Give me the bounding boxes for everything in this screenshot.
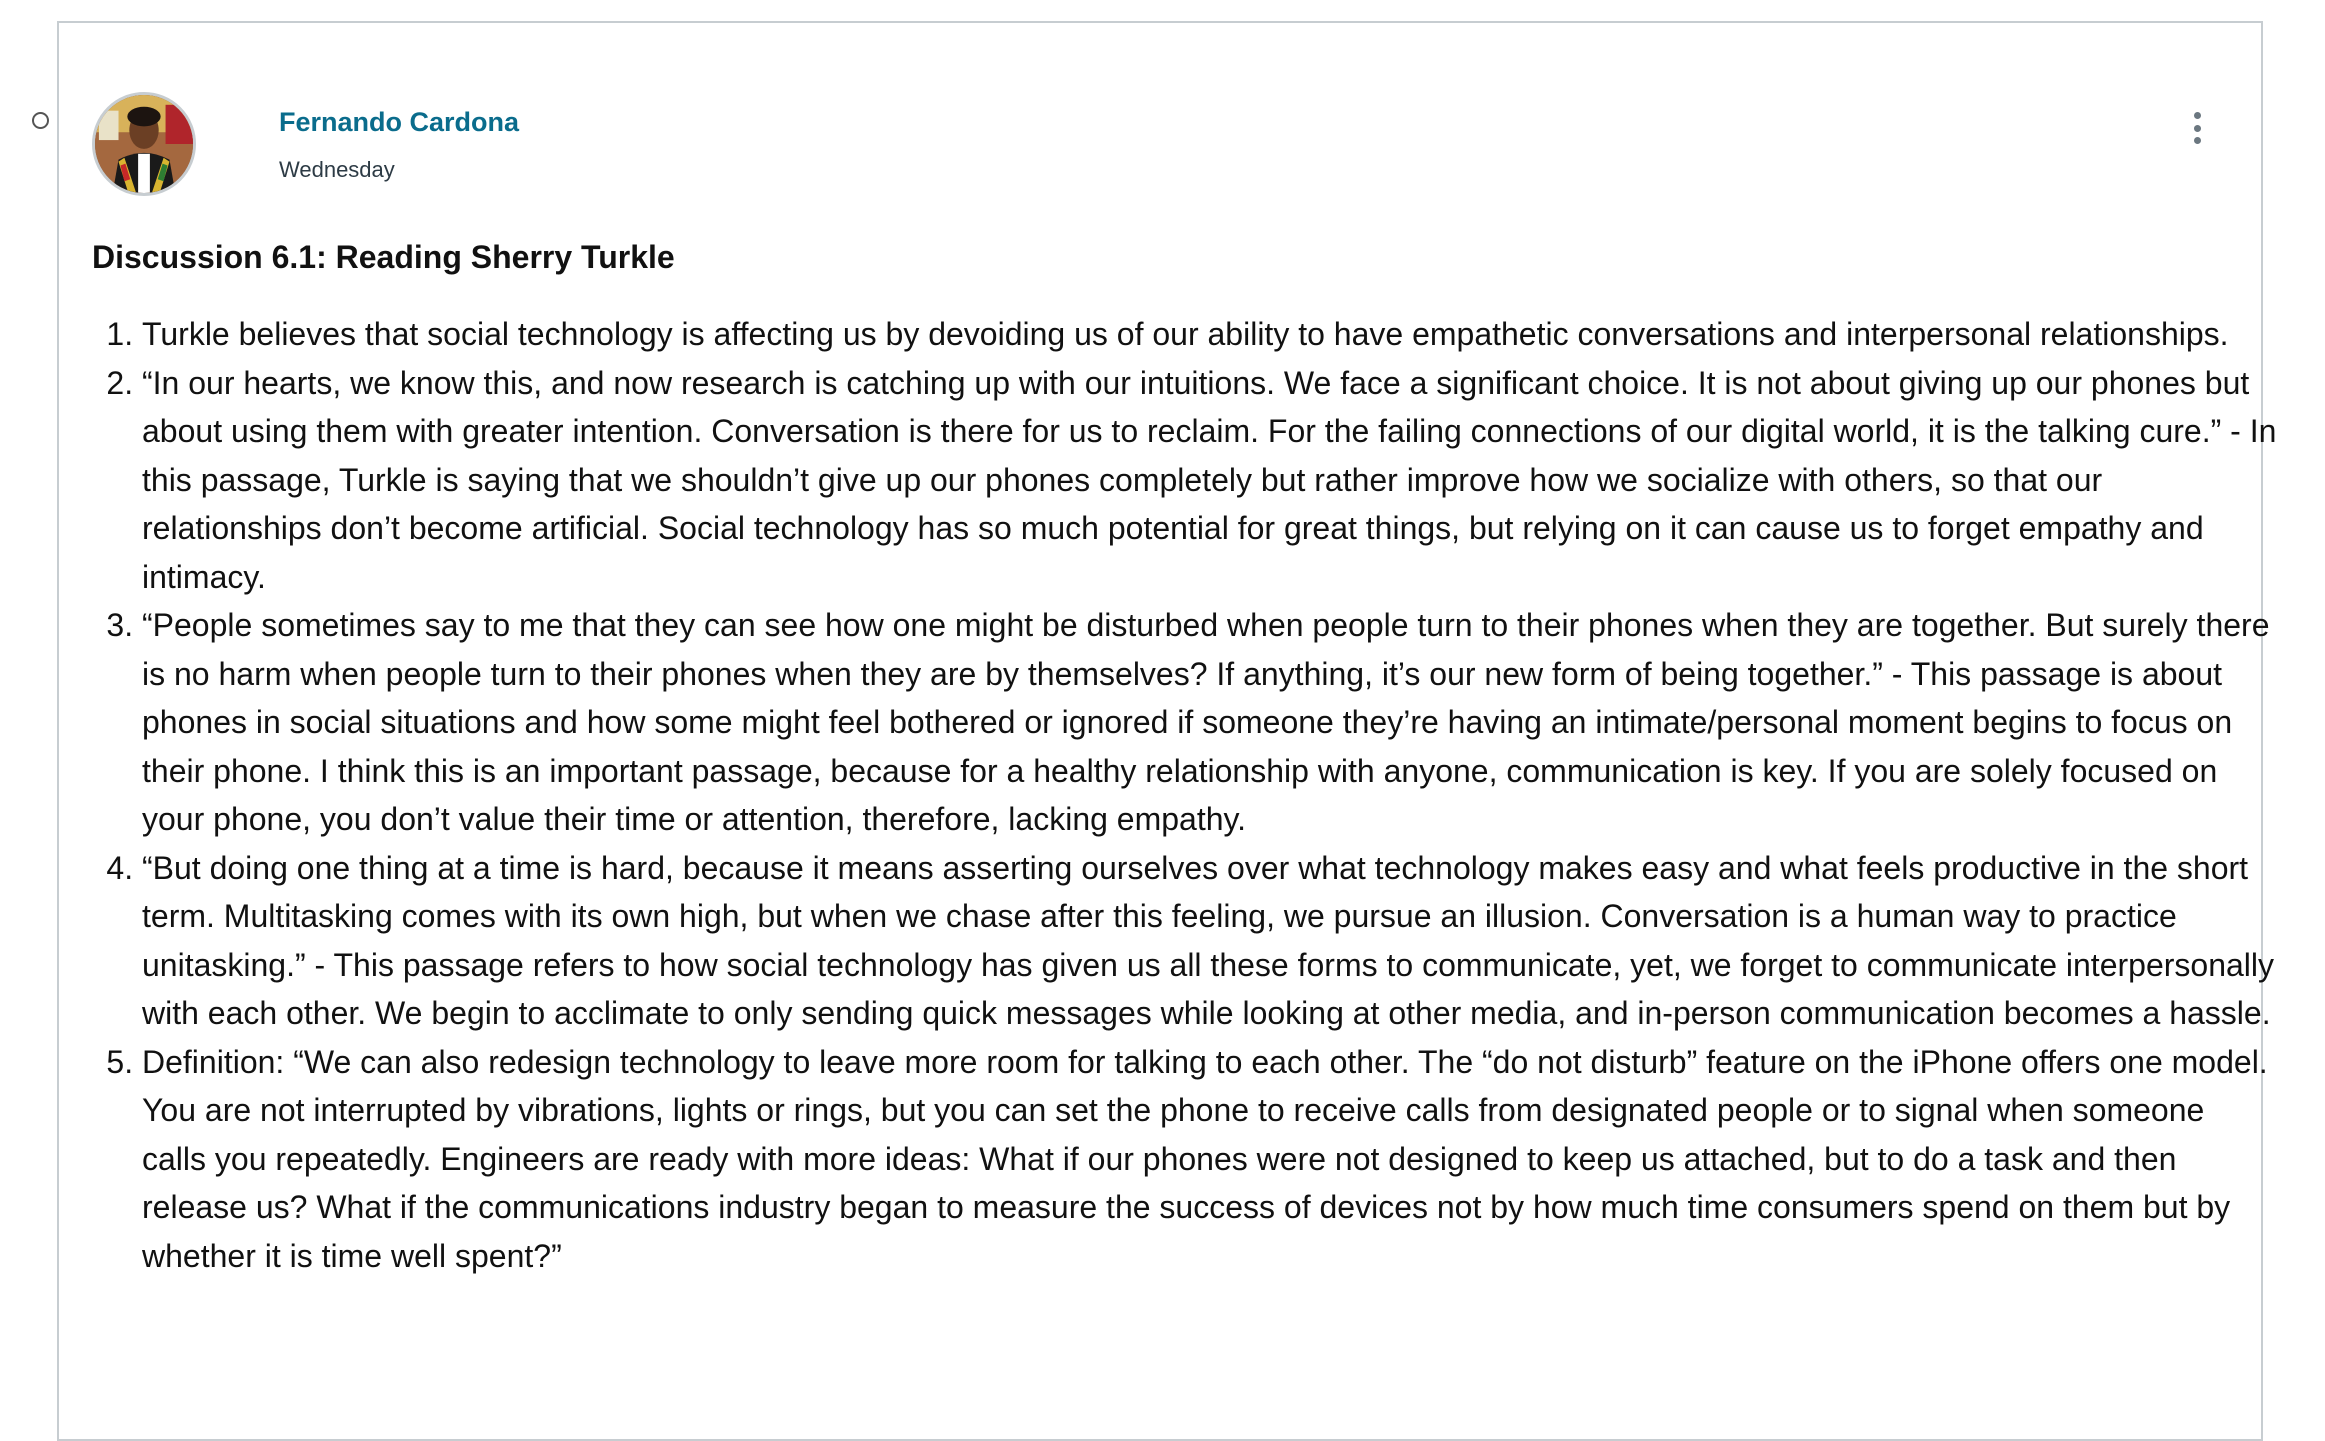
post-body-list: [92, 310, 2277, 1280]
author-name-link[interactable]: Fernando Cardona: [279, 107, 520, 137]
list-item: 5. Definition: “We can also redesign technology to leave more room for talking to each other. The “do not disturb” feature on the iPhone offers one model. You are not interrupted by vibrations, lights or rings, but you can set the phone to receive calls from designated people or to signal when someone calls you repeatedly. Engineers are ready with more ideas: What if our phones were not designed to keep us attached, but to do a task and then release us? What if the communications industry began to measure the success of devices not by how much time consumers spend on them but by whether it is time well spent?”: [142, 1038, 2277, 1281]
unread-indicator-icon[interactable]: [32, 112, 49, 129]
dot: [2194, 125, 2201, 132]
post-date: Wednesday: [279, 157, 395, 182]
more-options-icon[interactable]: [2185, 108, 2209, 148]
discussion-post: [57, 21, 2277, 1441]
dot: [2194, 112, 2201, 119]
dot: [2194, 137, 2201, 144]
post-title: Discussion 6.1: Reading Sherry Turkle: [92, 239, 675, 275]
list-item: 3. “People sometimes say to me that they can see how one might be disturbed when people turn to their phones when they are together. But surely there is no harm when people turn to their phones when they are by themselves? If anything, it’s our new form of being together.” - This passage is about phones in social situations and how some might feel bothered or ignored if someone they’re having an intimate/personal moment begins to focus on their phone. I think this is an important passage, because for a healthy relationship with anyone, communication is key. If you are solely focused on your phone, you don’t value their time or attention, therefore, lacking empathy.: [142, 601, 2277, 844]
list-item: 1. Turkle believes that social technology is affecting us by devoiding us of our ability to have empathetic conversations and interpersonal relationships.: [142, 310, 2277, 359]
avatar-image: [95, 95, 193, 193]
list-item: 2. “In our hearts, we know this, and now research is catching up with our intuitions. We face a significant choice. It is not about giving up our phones but about using them with greater intention. Conversation is there for us to reclaim. For the failing connections of our digital world, it is the talking cure.” - In this passage, Turkle is saying that we shouldn’t give up our phones completely but rather improve how we socialize with others, so that our relationships don’t become artificial. Social technology has so much potential for great things, but relying on it can cause us to forget empathy and intimacy.: [142, 359, 2277, 602]
list-item: 4. “But doing one thing at a time is hard, because it means asserting ourselves over what technology makes easy and what feels productive in the short term. Multitasking comes with its own high, but when we chase after this feeling, we pursue an illusion. Conversation is a human way to practice unitasking.” - This passage refers to how social technology has given us all these forms to communicate, yet, we forget to communicate interpersonally with each other. We begin to acclimate to only sending quick messages while looking at other media, and in-person communication becomes a hassle.: [142, 844, 2277, 1038]
avatar[interactable]: [92, 92, 196, 196]
